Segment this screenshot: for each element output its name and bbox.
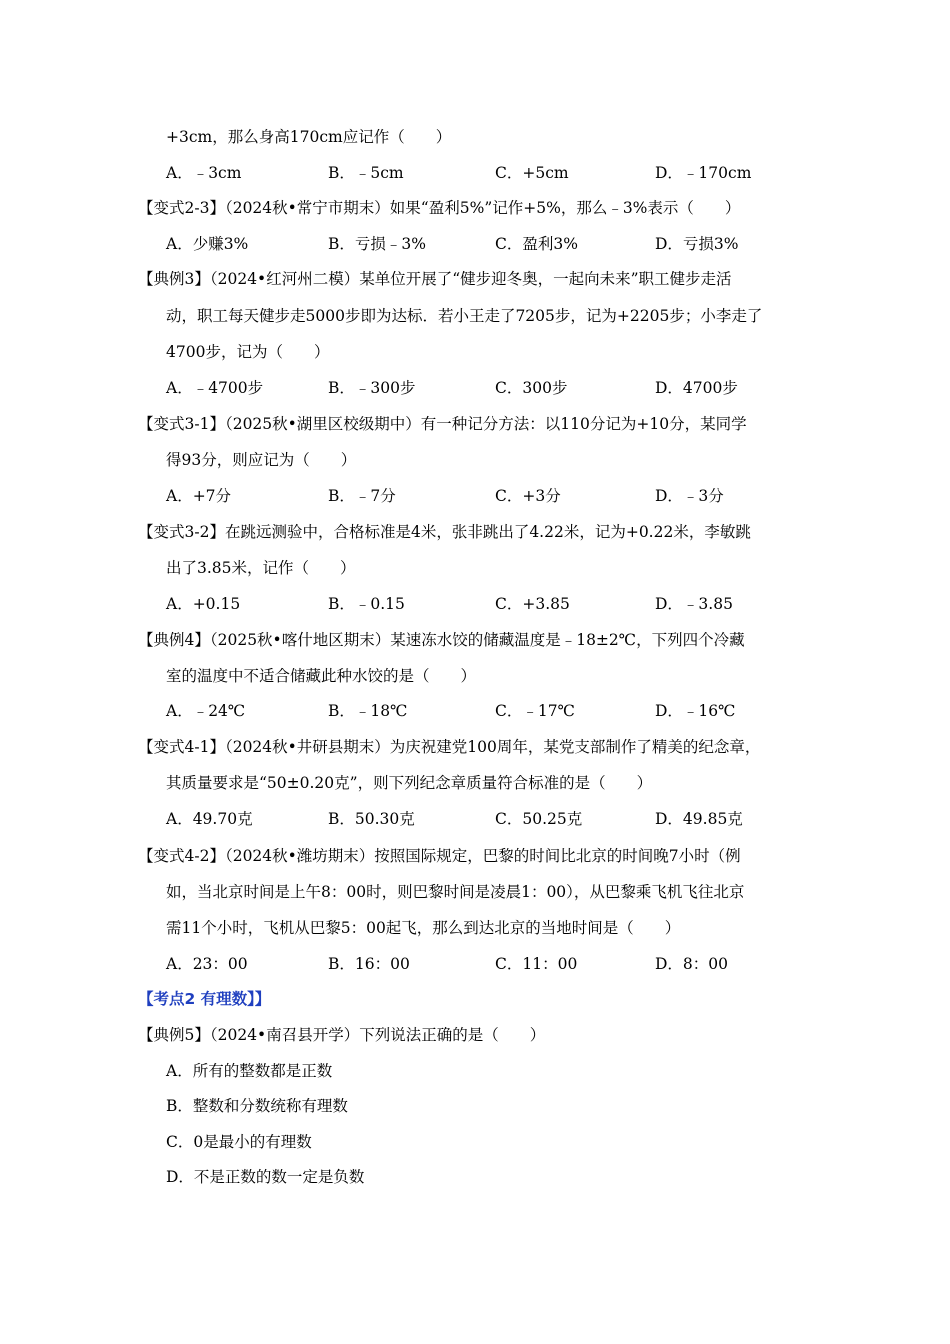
question-variant-4-2: 【变式4-2】（2024秋•潍坊期末）按照国际规定，巴黎的时间比北京的时间晚7小时（例: [138, 847, 741, 865]
question-variant-4-1: 【变式4-1】（2024秋•井研县期末）为庆祝建党100周年，某党支部制作了精美的纪念章，: [138, 738, 761, 756]
option-b: B．16：00: [328, 955, 410, 973]
option-b: B．亏损﹣3%: [328, 235, 426, 253]
question-variant-3-1: 【变式3-1】（2025秋•湖里区校级期中）有一种记分方法：以110分记为+10分，某同学: [138, 415, 747, 433]
option-a: A．+0.15: [166, 595, 241, 613]
option-c: C．+3分: [495, 487, 561, 505]
question-text: 4700步，记为（ ）: [166, 343, 330, 361]
option-c: C．+3.85: [495, 595, 570, 613]
option-d: D．﹣170cm: [655, 164, 752, 182]
option-a: A．所有的整数都是正数: [166, 1062, 333, 1080]
question-variant-2-3: 【变式2-3】（2024秋•常宁市期末）如果“盈利5%”记作+5%，那么﹣3%表示（ ）: [138, 199, 741, 217]
option-d: D．4700步: [655, 379, 738, 397]
question-text: +3cm，那么身高170cm应记作（ ）: [166, 128, 452, 146]
option-b: B．﹣300步: [328, 379, 416, 397]
section-heading: 【考点2 有理数】】: [138, 990, 271, 1008]
option-a: A．﹣4700步: [166, 379, 264, 397]
option-c: C．盈利3%: [495, 235, 578, 253]
option-d: D．亏损3%: [655, 235, 739, 253]
option-d: D．﹣3分: [655, 487, 724, 505]
question-variant-3-2: 【变式3-2】在跳远测验中，合格标准是4米，张非跳出了4.22米，记为+0.22米，李敏跳: [138, 523, 751, 541]
option-b: B．﹣7分: [328, 487, 396, 505]
question-example-3: 【典例3】（2024•红河州二模）某单位开展了“健步迎冬奥，一起向未来”职工健步走活: [138, 270, 732, 288]
question-example-5: 【典例5】（2024•南召县开学）下列说法正确的是（ ）: [138, 1026, 546, 1044]
option-c: C．0是最小的有理数: [166, 1133, 312, 1151]
option-c: C．+5cm: [495, 164, 569, 182]
option-d: D．49.85克: [655, 810, 743, 828]
question-example-4: 【典例4】（2025秋•喀什地区期末）某速冻水饺的储藏温度是﹣18±2℃，下列四个冷藏: [138, 631, 745, 649]
option-a: A．+7分: [166, 487, 232, 505]
option-d: D．﹣16℃: [655, 702, 736, 720]
option-a: A．﹣3cm: [166, 164, 242, 182]
question-text: 出了3.85米，记作（ ）: [166, 559, 356, 577]
option-b: B．﹣0.15: [328, 595, 405, 613]
option-c: C．50.25克: [495, 810, 583, 828]
option-a: A．少赚3%: [166, 235, 249, 253]
option-d: D．8：00: [655, 955, 729, 973]
question-text: 室的温度中不适合储藏此种水饺的是（ ）: [166, 667, 477, 685]
option-c: C．300步: [495, 379, 568, 397]
option-b: B．50.30克: [328, 810, 415, 828]
option-b: B．﹣5cm: [328, 164, 404, 182]
question-text: 得93分，则应记为（ ）: [166, 451, 357, 469]
option-a: A．﹣24℃: [166, 702, 246, 720]
question-text: 如，当北京时间是上午8：00时，则巴黎时间是凌晨1：00），从巴黎乘飞机飞往北京: [166, 883, 745, 901]
option-d: D．不是正数的数一定是负数: [166, 1168, 365, 1186]
question-text: 动，职工每天健步走5000步即为达标．若小王走了7205步，记为+2205步；小李走了: [166, 307, 763, 325]
question-text: 其质量要求是“50±0.20克”，则下列纪念章质量符合标准的是（ ）: [166, 774, 653, 792]
question-text: 需11个小时，飞机从巴黎5：00起飞，那么到达北京的当地时间是（ ）: [166, 919, 681, 937]
option-c: C．11：00: [495, 955, 578, 973]
option-a: A．23：00: [166, 955, 248, 973]
option-a: A．49.70克: [166, 810, 253, 828]
option-b: B．﹣18℃: [328, 702, 408, 720]
option-c: C．﹣17℃: [495, 702, 575, 720]
option-d: D．﹣3.85: [655, 595, 733, 613]
option-b: B．整数和分数统称有理数: [166, 1097, 348, 1115]
